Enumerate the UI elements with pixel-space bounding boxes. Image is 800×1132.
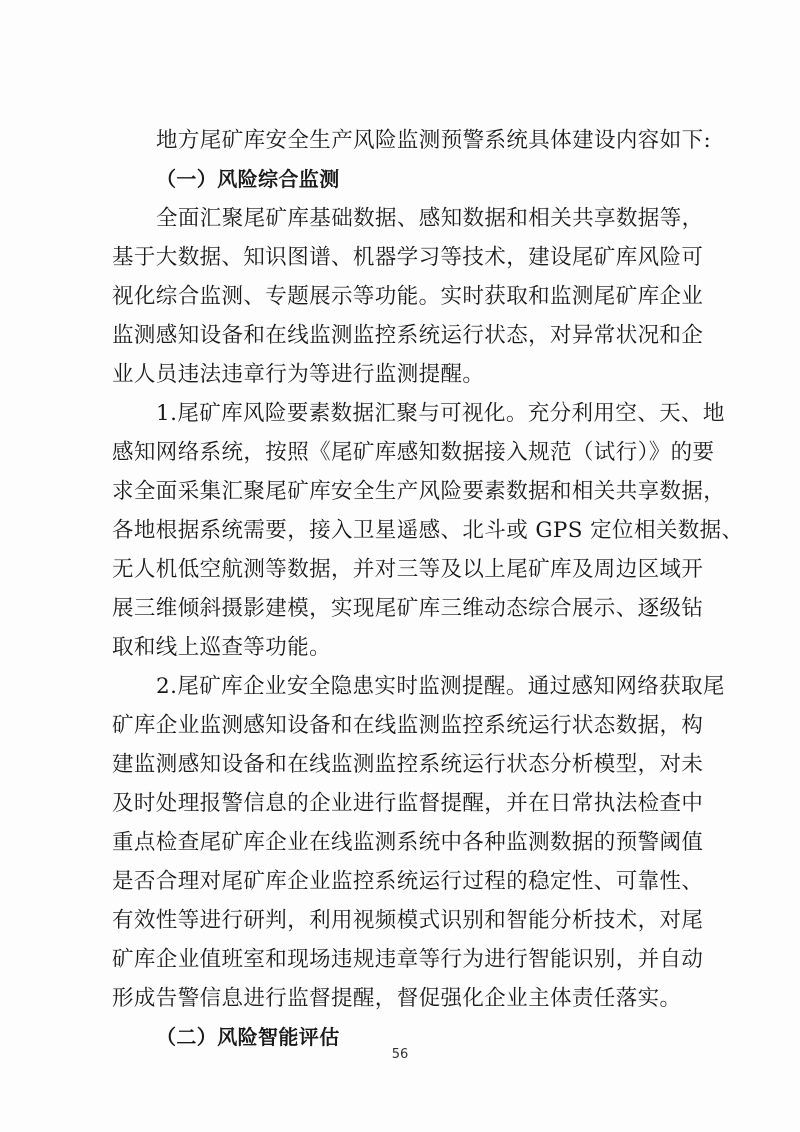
paragraph-line: 取和线上巡查等功能。 [112,635,332,660]
paragraph-line: 重点检查尾矿库企业在线监测系统中各种监测数据的预警阈值 [112,830,704,855]
paragraph-line: 建监测感知设备和在线监测监控系统运行状态分析模型，对未 [112,752,704,777]
section-heading-risk-assessment: （二）风险智能评估 [156,1025,340,1049]
page-number: 56 [391,1047,409,1062]
paragraph-line: 各地根据系统需要，接入卫星遥感、北斗或 GPS 定位相关数据、 [112,518,744,543]
paragraph-line: 全面汇聚尾矿库基础数据、感知数据和相关共享数据等， [156,206,704,231]
paragraph-line: 视化综合监测、专题展示等功能。实时获取和监测尾矿库企业 [112,284,704,309]
paragraph-line: 业人员违法违章行为等进行监测提醒。 [112,362,485,387]
paragraph-line: 展三维倾斜摄影建模，实现尾矿库三维动态综合展示、逐级钻 [112,596,704,621]
item-2-line: 2.尾矿库企业安全隐患实时监测提醒。通过感知网络获取尾 [156,674,725,699]
paragraph-line: 有效性等进行研判，利用视频模式识别和智能分析技术，对尾 [112,908,704,933]
paragraph-line: 监测感知设备和在线监测监控系统运行状态，对异常状况和企 [112,323,704,348]
paragraph-line: 形成告警信息进行监督提醒，督促强化企业主体责任落实。 [112,986,682,1011]
paragraph-line: 矿库企业值班室和现场违规违章等行为进行智能识别，并自动 [112,947,704,972]
document-body [112,121,744,1057]
paragraph-line: 无人机低空航测等数据，并对三等及以上尾矿库及周边区域开 [112,557,704,582]
intro-paragraph-line: 地方尾矿库安全生产风险监测预警系统具体建设内容如下: [156,128,712,153]
paragraph-line: 基于大数据、知识图谱、机器学习等技术，建设尾矿库风险可 [112,245,704,270]
paragraph-line: 及时处理报警信息的企业进行监督提醒，并在日常执法检查中 [112,791,704,816]
paragraph-line: 感知网络系统，按照《尾矿库感知数据接入规范（试行）》的要 [112,440,715,465]
paragraph-line: 是否合理对尾矿库企业监控系统运行过程的稳定性、可靠性、 [112,869,704,894]
paragraph-line: 求全面采集汇聚尾矿库安全生产风险要素数据和相关共享数据， [112,479,726,504]
item-1-line: 1.尾矿库风险要素数据汇聚与可视化。充分利用空、天、地 [156,401,725,426]
paragraph-line: 矿库企业监测感知设备和在线监测监控系统运行状态数据，构 [112,713,704,738]
section-heading-risk-monitoring: （一）风险综合监测 [156,167,340,191]
